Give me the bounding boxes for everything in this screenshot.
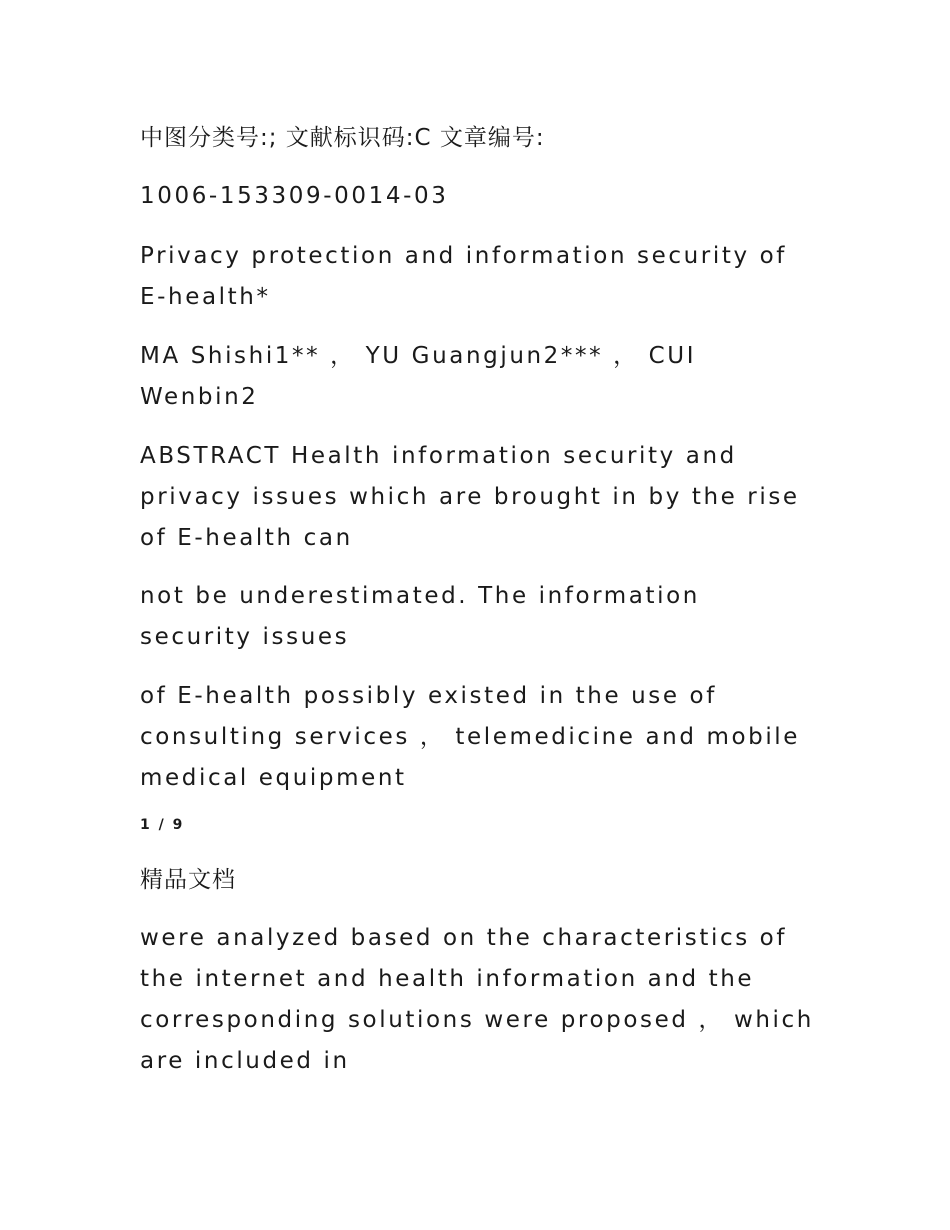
page-number: 1 / 9 xyxy=(140,817,185,833)
article-number: 1006-153309-0014-03 xyxy=(140,183,449,209)
abstract-paragraph-4: were analyzed based on the characteristics of the internet and health information and the corresponding solutions were proposed ， which are included in xyxy=(140,925,814,1074)
classification-line: 中图分类号:; 文献标识码:C 文章编号: xyxy=(140,125,545,151)
abstract-paragraph-2: not be underestimated. The information security issues xyxy=(140,583,700,650)
abstract-paragraph-1: ABSTRACT Health information security and privacy issues which are brought in by the rise of E-health can xyxy=(140,443,800,551)
article-title: Privacy protection and information security of E-health* xyxy=(140,243,787,310)
running-head: 精品文档 xyxy=(140,867,236,893)
abstract-paragraph-3: of E-health possibly existed in the use of consulting services ， telemedicine and mobile medical equipment xyxy=(140,683,801,791)
author-list: MA Shishi1** ， YU Guangjun2*** ， CUI Wenbin2 xyxy=(140,343,697,410)
